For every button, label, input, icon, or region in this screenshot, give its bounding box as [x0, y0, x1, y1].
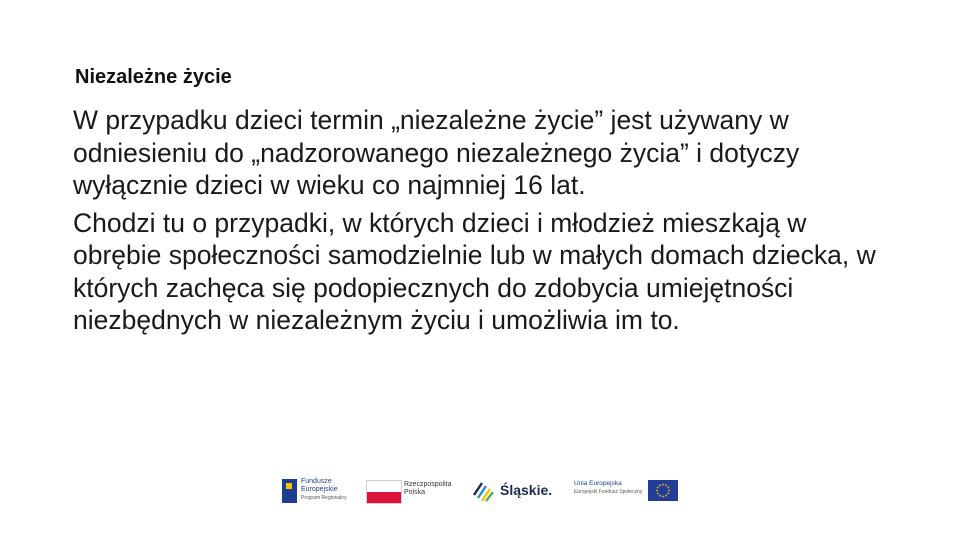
- funding-logos-bar: [282, 476, 682, 506]
- ue-line-1: Unia Europejska: [574, 480, 622, 487]
- slaskie-label: Śląskie.: [500, 482, 553, 498]
- unia-europejska-logo: [574, 476, 682, 506]
- fe-line-2: Europejskie: [301, 486, 338, 493]
- paragraph-1: W przypadku dzieci termin „niezależne życie” jest używany w odniesieniu do „nadzorowanego niezależnego życia” i dotyczy wyłącznie dzieci w wieku co najmniej 16 lat.: [73, 105, 800, 200]
- slide-heading: Niezależne życie: [75, 66, 232, 88]
- slide-body: [73, 104, 893, 342]
- polish-flag-icon: [366, 480, 402, 504]
- fundusze-europejskie-logo: [282, 476, 350, 506]
- slaskie-mark-icon: [472, 479, 496, 503]
- eu-flag-icon: [648, 480, 678, 501]
- fe-mark-icon: [282, 479, 297, 503]
- rp-line-2: Polska: [404, 489, 426, 496]
- slaskie-logo: [472, 476, 562, 506]
- ue-line-2: Europejski Fundusz Społeczny: [574, 489, 643, 495]
- rzeczpospolita-polska-logo: [366, 476, 456, 506]
- paragraph-2: Chodzi tu o przypadki, w których dzieci i młodzież mieszkają w obrębie społeczności samodzielnie lub w małych domach dziecka, w których zachęca się podopiecznych do zdobycia umiejętności niezbędnych w niezależnym życiu i umożliwia im to.: [73, 207, 876, 335]
- rp-line-1: Rzeczpospolita: [404, 481, 452, 488]
- fe-line-3: Program Regionalny: [301, 495, 347, 501]
- fe-line-1: Fundusze: [301, 478, 332, 485]
